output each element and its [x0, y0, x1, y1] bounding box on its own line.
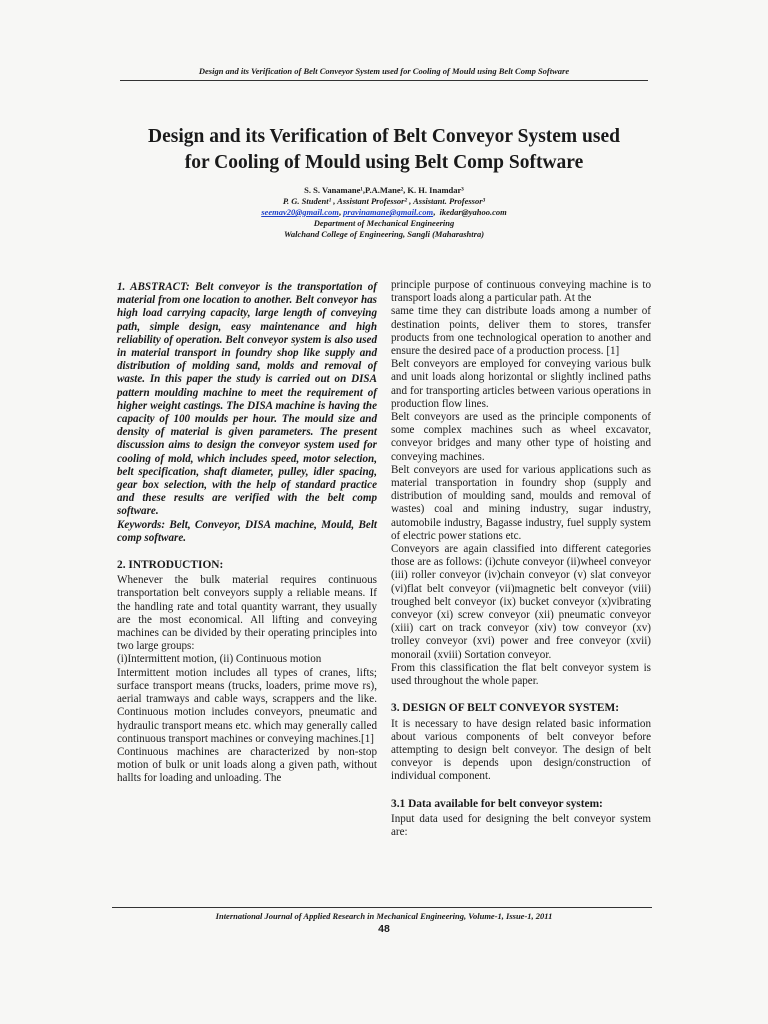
paragraph-8: Input data used for designing the belt conveyor system are: [391, 812, 651, 838]
intro-paragraph-3: Intermittent motion includes all types of cranes, lifts; surface transport means (trucks, loaders, prime move rs), aerial tramways and cable ways, scrappers and the like. Continuous motion includes conveyors, pneumatic and hydraulic transport means etc. which may generally called continuous transport machines or conveying machines.[1] [117, 666, 377, 745]
paragraph-5: Conveyors are again classified into different categories those are as follows: (i)chute conveyor (ii)wheel conveyor (iii) roller conveyor (iv)chain conveyor (v) slat conveyor (vi)flat belt conveyor (vii)magnetic belt conveyor (viii) troughed belt conveyor (ix) bucket conveyor (x)vibrating conveyor (xi) screw conveyor (xii) pneumatic conveyor (xiii) cart on track conveyor (xiv) tow conveyor (xv) trolley conveyor (xvi) power and free conveyor (xvii) monorail (xviii) Sortation conveyor. [391, 543, 651, 661]
intro-heading: 2. INTRODUCTION: [117, 559, 224, 572]
journal-footer: International Journal of Applied Research in Mechanical Engineering, Volume-1, Issue-1, 2011 [215, 911, 553, 921]
right-column [391, 279, 651, 839]
paper-title [90, 124, 678, 176]
paragraph-1a: principle purpose of continuous conveying machine is to transport loads along a particular path. At the [391, 279, 651, 305]
department: Department of Mechanical Engineering [313, 218, 455, 228]
subsection-heading: 3.1 Data available for belt conveyor system: [391, 797, 603, 810]
abstract: 1. ABSTRACT: Belt conveyor is the transportation of material from one location to another. Belt conveyor has high load carrying capacity, large length of conveying path, simple design, easy maintenance and high reliability of operation. Belt conveyor system is also used in material transport in foundry shop like supply and distribution of molding sand, molds and removal of waste. In this paper the study is carried out on DISA pattern moulding machine to meet the requirement of higher weight castings. The DISA machine is having the capacity of 100 moulds per hour. The mould size and density of material is given parameters. The present discussion aims to design the conveyor system used for cooling of mold, which includes speed, motor selection, belt specification, shaft diameter, pulley, idler spacing, gear box selection, with the help of standard practice and these results are verified with the belt comp software. [117, 281, 377, 518]
author-emails: seemav20@gmail.com, pravinamane@gmail.com, ikedar@yahoo.com [261, 207, 507, 217]
intro-paragraph-1: Whenever the bulk material requires continuous transportation belt conveyors supply a reliable means. If the handling rate and total quantity warrant, they usually are the most economical. All lifting and conveying machines can be divided by their operating principles into two large groups: [117, 574, 377, 653]
paragraph-3: Belt conveyors are used as the principle components of some complex machines such as wheel excavator, conveyor bridges and many other type of hoisting and conveying machines. [391, 411, 651, 463]
intro-paragraph-4: Continuous machines are characterized by non-stop motion of bulk or unit loads along a given path, without hallts for loading and unloading. The [117, 745, 377, 785]
left-column [117, 281, 377, 786]
header-rule [120, 80, 648, 81]
author-block [0, 185, 768, 240]
email-link-2[interactable]: pravinamane@gmail.com [343, 207, 434, 217]
footer-rule [112, 907, 652, 908]
page-number: 48 [378, 923, 390, 935]
running-head: Design and its Verification of Belt Conveyor System used for Cooling of Mould using Belt Comp Software [198, 66, 570, 76]
design-heading: 3. DESIGN OF BELT CONVEYOR SYSTEM: [391, 702, 620, 715]
paragraph-4: Belt conveyors are used for various applications such as material transportation in foundry shop (supply and distribution of moulding sand, moulds and removal of wastes) coal and mining industry, sugar industry, automobile industry, Bagasse industry, fuel supply system of electric power stations etc. [391, 463, 651, 542]
title-line-1: Design and its Verification of Belt Conveyor System used [148, 126, 620, 147]
paragraph-2: Belt conveyors are employed for conveying various bulk and unit loads along horizontal or slightly inclined paths and for transporting articles between various operations in production flow lines. [391, 358, 651, 410]
intro-paragraph-2: (i)Intermittent motion, (ii) Continuous motion [117, 653, 322, 666]
college: Walchand College of Engineering, Sangli (Maharashtra) [283, 229, 485, 239]
keywords: Keywords: Belt, Conveyor, DISA machine, Mould, Belt comp software. [117, 518, 377, 544]
author-names: S. S. Vanamane¹,P.A.Mane², K. H. Inamdar³ [304, 185, 464, 195]
title-line-2: for Cooling of Mould using Belt Comp Software [184, 152, 584, 173]
author-roles: P. G. Student¹ , Assistant Professor² , Assistant. Professor³ [282, 196, 486, 206]
paragraph-6: From this classification the flat belt conveyor system is used throughout the whole paper. [391, 661, 651, 688]
email-link-1[interactable]: seemav20@gmail.com [261, 207, 339, 217]
paragraph-1b: same time they can distribute loads among a number of destination points, deliver them to stores, transfer products from one technological operation to another and ensure the desired pace of a production process. [1] [391, 305, 651, 358]
email-3: ikedar@yahoo.com [439, 207, 507, 217]
paragraph-7: It is necessary to have design related basic information about various components of belt conveyor before attempting to design belt conveyor. The design of belt conveyor is depends upon design/construction of individual component. [391, 717, 651, 783]
